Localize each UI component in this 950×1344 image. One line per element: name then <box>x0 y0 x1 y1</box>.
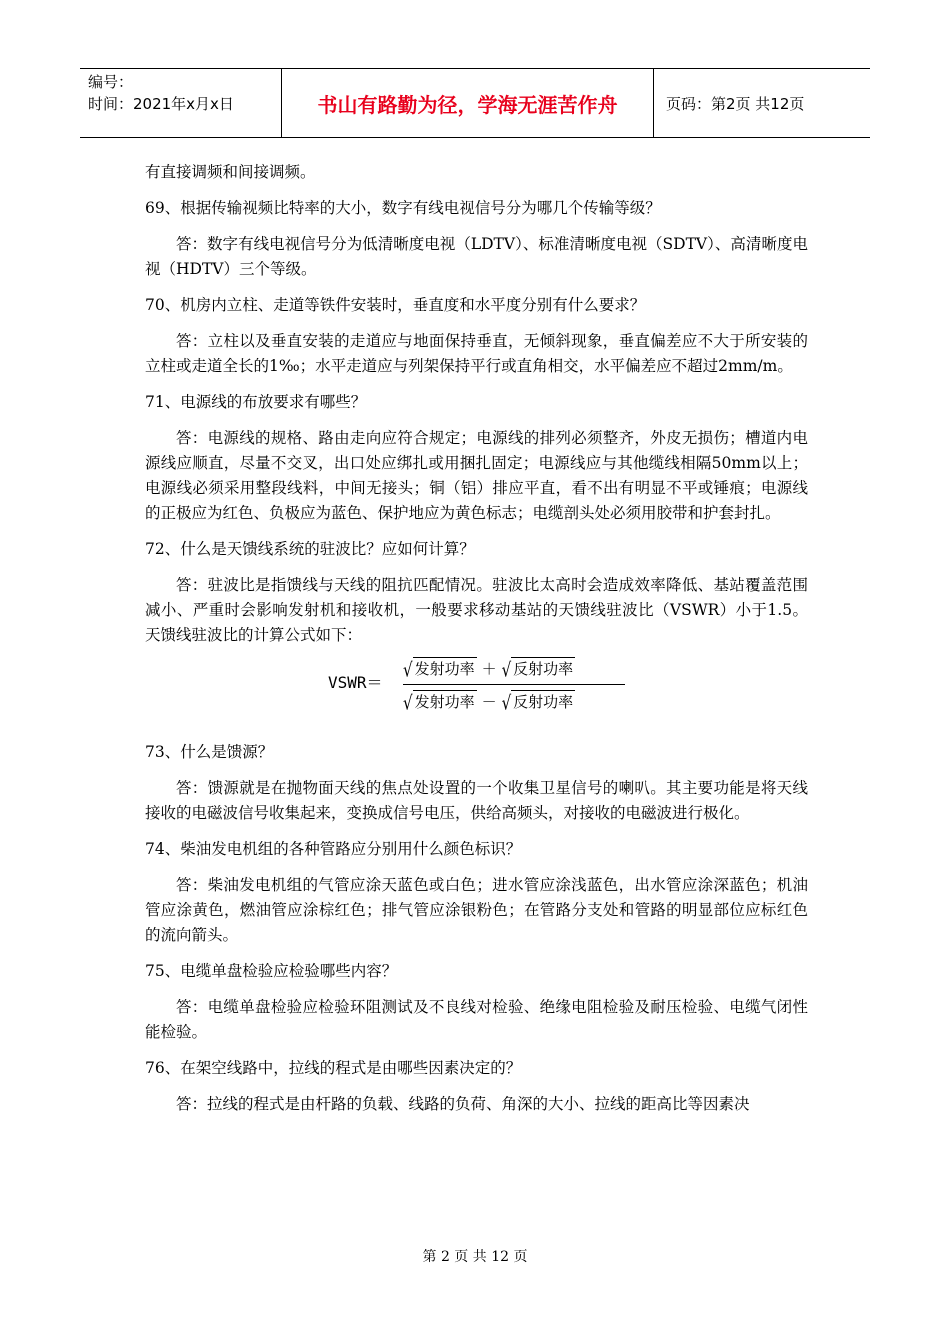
question-72: 72、什么是天馈线系统的驻波比？应如何计算？ <box>145 540 475 558</box>
page-footer: 第 2 页 共 12 页 <box>422 1249 528 1265</box>
numerator-term1: 发射功率 <box>413 657 477 679</box>
page-header <box>80 68 870 138</box>
answer-75: 答：电缆单盘检验应检验环阻测试及不良线对检验、绝缘电阻检验及耐压检验、电缆气闭性能检验。 <box>145 998 808 1041</box>
numerator-operator: ＋ <box>481 659 497 678</box>
denominator-operator: － <box>481 692 497 711</box>
question-76: 76、在架空线路中，拉线的程式是由哪些因素决定的？ <box>145 1059 522 1077</box>
question-71: 71、电源线的布放要求有哪些？ <box>145 393 367 411</box>
numerator-term2: 反射功率 <box>511 657 575 679</box>
formula-numerator <box>403 654 625 682</box>
answer-69: 答：数字有线电视信号分为低清晰度电视（LDTV）、标准清晰度电视（SDTV）、高清晰度电视（HDTV）三个等级。 <box>145 235 808 278</box>
denominator-term2: 反射功率 <box>511 690 575 712</box>
formula-lhs: VSWR＝ <box>328 673 383 692</box>
header-left-cell <box>80 69 282 137</box>
sqrt-icon: √ 反射功率 <box>501 658 574 682</box>
formula-denominator <box>403 687 625 715</box>
question-70: 70、机房内立柱、走道等铁件安装时，垂直度和水平度分别有什么要求？ <box>145 296 646 314</box>
answer-73: 答：馈源就是在抛物面天线的焦点处设置的一个收集卫星信号的喇叭。其主要功能是将天线接收的电磁波信号收集起来，变换成信号电压，供给高频头，对接收的电磁波进行极化。 <box>145 779 808 822</box>
document-time-label: 时间：2021年x月x日 <box>88 95 234 113</box>
sqrt-icon: √ 发射功率 <box>403 658 475 682</box>
answer-76: 答：拉线的程式是由杆路的负载、线路的负荷、角深的大小、拉线的距高比等因素决 <box>176 1095 750 1113</box>
answer-74: 答：柴油发电机组的气管应涂天蓝色或白色；进水管应涂浅蓝色，出水管应涂深蓝色；机油管应涂黄色，燃油管应涂棕红色；排气管应涂银粉色；在管路分支处和管路的明显部位应标红色的流向箭头。 <box>145 876 808 944</box>
question-73: 73、什么是馈源？ <box>145 743 274 761</box>
answer-70: 答：立柱以及垂直安装的走道应与地面保持垂直，无倾斜现象，垂直偏差应不大于所安装的立柱或走道全长的1‰；水平走道应与列架保持平行或直角相交，水平偏差应不超过2mm/m。 <box>145 332 808 375</box>
sqrt-icon: √ 发射功率 <box>403 691 475 715</box>
question-75: 75、电缆单盘检验应检验哪些内容？ <box>145 962 398 980</box>
header-motto: 书山有路勤为径，学海无涯苦作舟 <box>282 69 654 137</box>
answer-71: 答：电源线的规格、路由走向应符合规定；电源线的排列必须整齐，外皮无损伤；槽道内电源线应顺直，尽量不交叉，出口处应绑扎或用捆扎固定；电源线应与其他缆线相隔50mm以上；电源线必须采用整段线料，中间无接头；铜（铝）排应平直，看不出有明显不平或锤痕；电源线的正极应为红色、负极应为蓝色、保护地应为黄色标志；电缆剖头处必须用胶带和护套封扎。 <box>145 429 808 522</box>
vswr-formula <box>145 654 808 720</box>
question-69: 69、根据传输视频比特率的大小，数字有线电视信号分为哪几个传输等级？ <box>145 199 661 217</box>
fraction-bar <box>403 684 625 685</box>
denominator-term1: 发射功率 <box>413 690 477 712</box>
document-number-label: 编号： <box>88 73 134 91</box>
header-page-info: 页码：第2页 共12页 <box>666 94 805 113</box>
document-body <box>145 160 808 1117</box>
question-74: 74、柴油发电机组的各种管路应分别用什么颜色标识？ <box>145 840 522 858</box>
formula-fraction <box>403 654 625 715</box>
answer-72: 答：驻波比是指馈线与天线的阻抗匹配情况。驻波比太高时会造成效率降低、基站覆盖范围减小、严重时会影响发射机和接收机，一般要求移动基站的天馈线驻波比（VSWR）小于1.5。天馈线驻波比的计算公式如下： <box>145 576 808 644</box>
paragraph-continuation: 有直接调频和间接调频。 <box>145 163 316 181</box>
sqrt-icon: √ 反射功率 <box>501 691 574 715</box>
